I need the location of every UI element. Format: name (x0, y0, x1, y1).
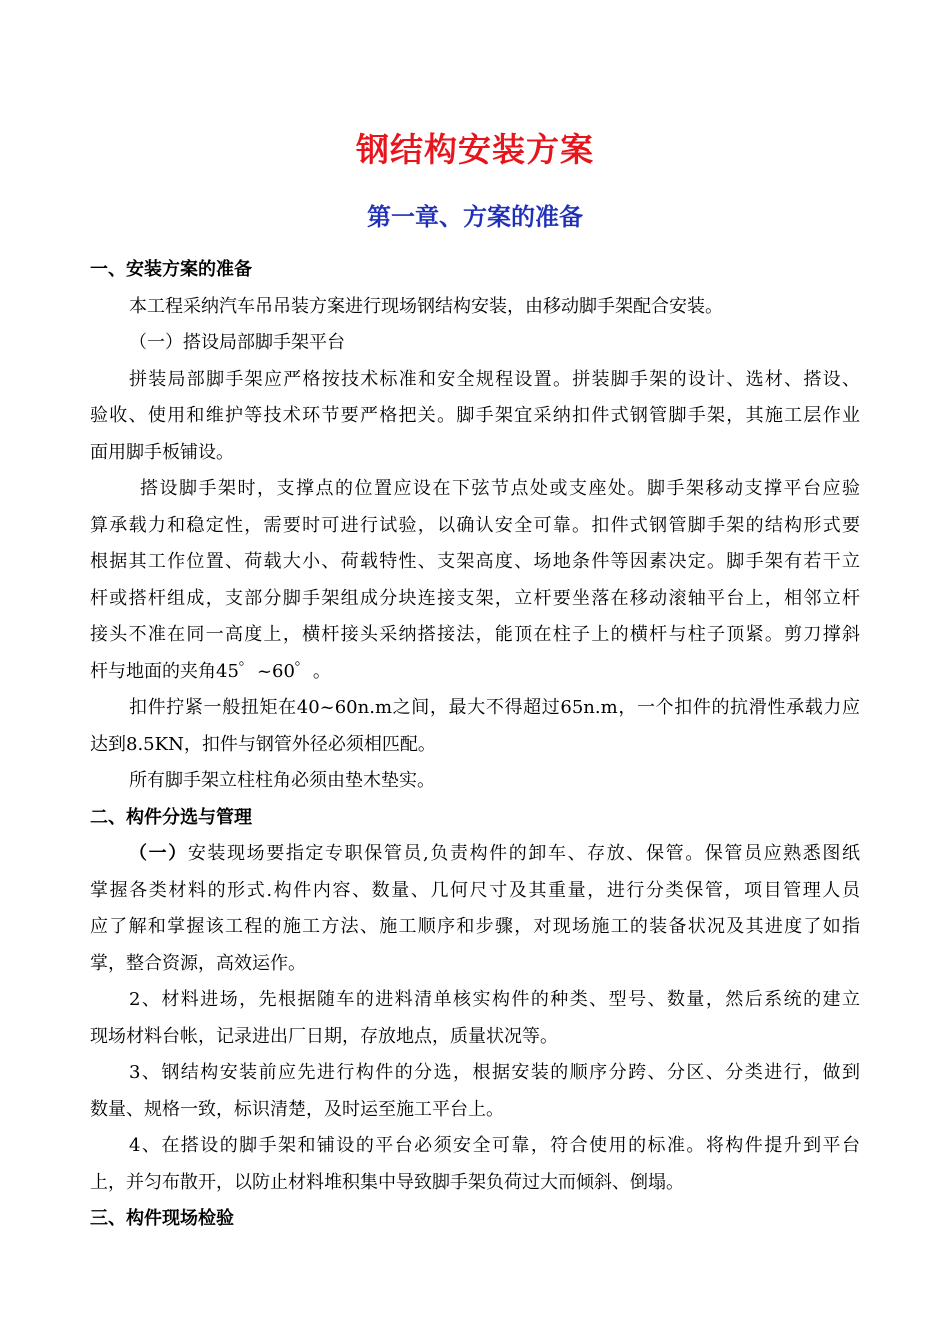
paragraph-text: 安装现场要指定专职保管员,负责构件的卸车、存放、保管。保管员应熟悉图纸 (187, 843, 861, 864)
paragraph-line: 杆或搭杆组成，支部分脚手架组成分块连接支架，立杆要坐落在移动滚轴平台上，相邻立杆 (90, 587, 860, 609)
paragraph-line: 3、钢结构安装前应先进行构件的分选，根据安装的顺序分跨、分区、分类进行，做到 (129, 1062, 860, 1083)
section-heading-3: 三、构件现场检验 (90, 1208, 234, 1229)
paragraph-line: 根据其工作位置、荷载大小、荷载特性、支架高度、场地条件等因素决定。脚手架有若干立 (90, 551, 860, 572)
paragraph-line: 杆与地面的夹角45゜~60゜。 (90, 660, 331, 682)
subsection-heading: （一）搭设局部脚手架平台 (129, 332, 345, 353)
paragraph-line: 达到8.5KN，扣件与钢管外径必须相匹配。 (90, 733, 436, 755)
paragraph-line: 面用脚手板铺设。 (90, 441, 234, 463)
document-title: 钢结构安装方案 (356, 130, 594, 169)
paragraph-line: 拼装局部脚手架应严格按技术标准和安全规程设置。拼装脚手架的设计、选材、搭设、 (129, 368, 860, 390)
paragraph-line: 算承载力和稳定性，需要时可进行试验，以确认安全可靠。扣件式钢管脚手架的结构形式要 (90, 514, 860, 536)
paragraph-line: 应了解和掌握该工程的施工方法、施工顺序和步骤，对现场施工的装备状况及其进度了如指 (90, 916, 860, 937)
chapter-heading: 第一章、方案的准备 (367, 202, 583, 231)
paragraph-line: 掌，整合资源，高效运作。 (90, 952, 306, 974)
section-heading-2: 二、构件分选与管理 (90, 806, 252, 828)
paragraph-line: 验收、使用和维护等技术环节要严格把关。脚手架宜采纳扣件式钢管脚手架，其施工层作业 (90, 405, 860, 426)
paragraph-line: 4、在搭设的脚手架和铺设的平台必须安全可靠，符合使用的标准。将构件提升到平台 (129, 1135, 860, 1156)
paragraph-line: 数量、规格一致，标识清楚，及时运至施工平台上。 (90, 1098, 504, 1120)
paragraph-line: 上，并匀布散开，以防止材料堆积集中导致脚手架负荷过大而倾斜、倒塌。 (90, 1171, 684, 1193)
paragraph-line (90, 836, 860, 873)
paragraph-line: 掌握各类材料的形式.构件内容、数量、几何尺寸及其重量，进行分类保管，项目管理人员 (90, 879, 860, 901)
paragraph-line: 扣件拧紧一般扭矩在40~60n.m之间，最大不得超过65n.m，一个扣件的抗滑性承载力应 (129, 697, 860, 718)
paragraph-line: 本工程采纳汽车吊吊装方案进行现场钢结构安装，由移动脚手架配合安装。 (129, 295, 723, 317)
paragraph-line: 搭设脚手架时，支撑点的位置应设在下弦节点处或支座处。脚手架移动支撑平台应验 (140, 478, 860, 499)
paragraph-line: 2、材料进场，先根据随车的进料清单核实构件的种类、型号、数量，然后系统的建立 (129, 989, 860, 1010)
document-body (90, 252, 860, 1238)
paragraph-line: 所有脚手架立柱柱角必须由垫木垫实。 (129, 770, 435, 791)
paragraph-line: 现场材料台帐，记录进出厂日期，存放地点，质量状况等。 (90, 1025, 558, 1047)
paragraph-line: 接头不准在同一高度上，横杆接头采纳搭接法，能顶在柱子上的横杆与柱子顶紧。剪刀撑斜 (90, 624, 860, 645)
item-marker: （一） (129, 843, 188, 864)
section-heading-1: 一、安装方案的准备 (90, 259, 252, 280)
